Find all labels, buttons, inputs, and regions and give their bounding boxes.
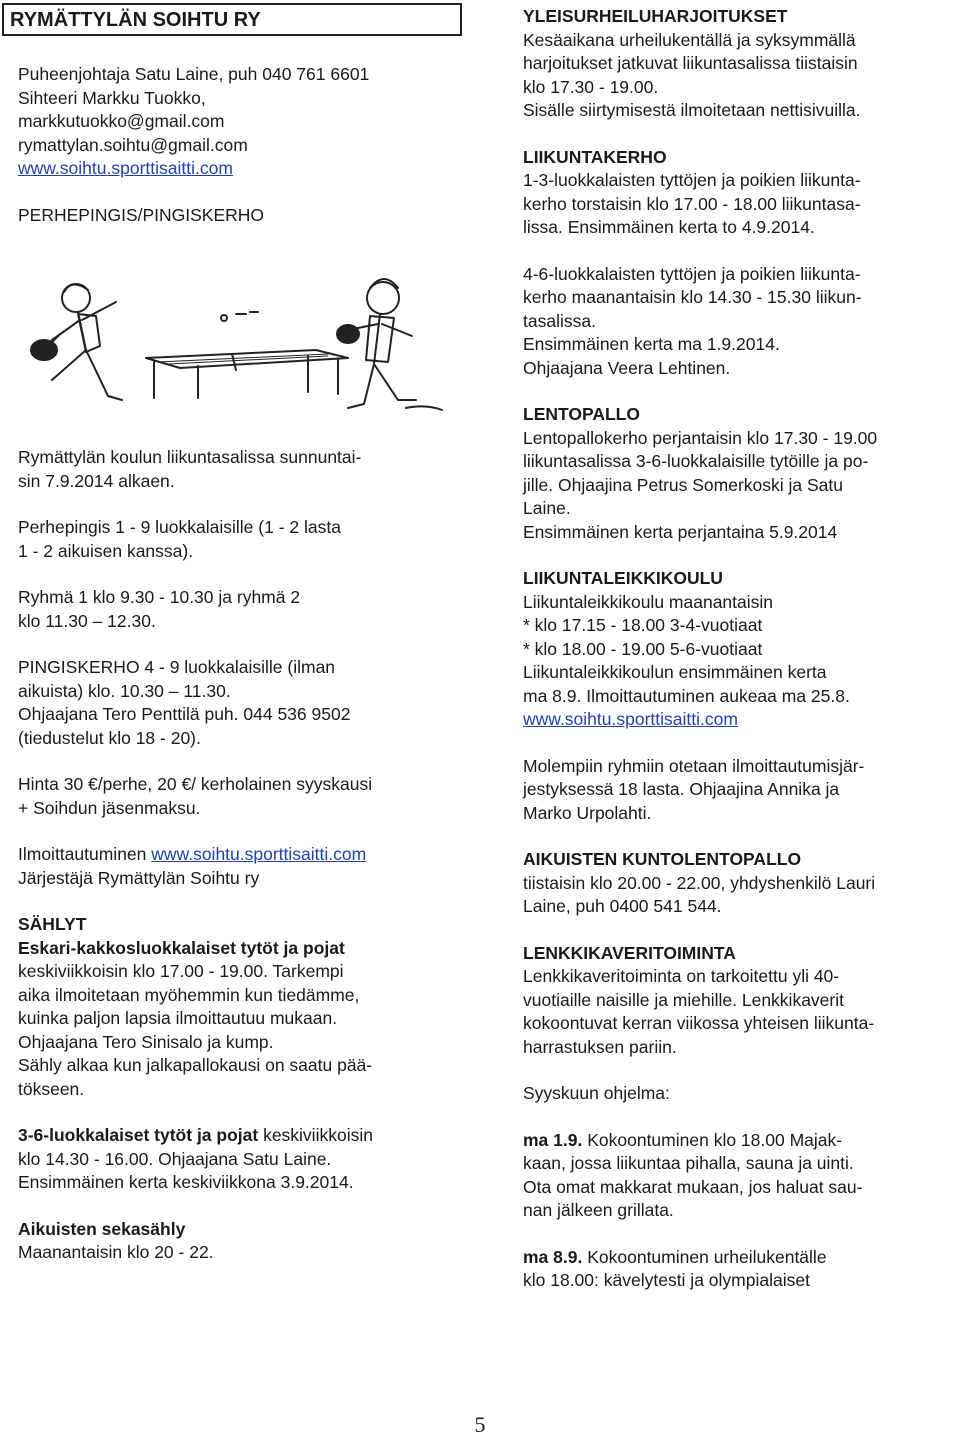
yleis-line-4: Sisälle siirtymisestä ilmoitetaan nettisivuilla. bbox=[523, 100, 861, 120]
contact-website-link[interactable]: www.soihtu.sporttisaitti.com bbox=[18, 158, 233, 178]
sahly36-line-2: klo 14.30 - 16.00. Ohjaajana Satu Laine. bbox=[18, 1148, 332, 1169]
liik-line-3: lissa. Ensimmäinen kerta to 4.9.2014. bbox=[523, 217, 815, 237]
liik-line-2: kerho torstaisin klo 17.00 - 18.00 liikuntasa- bbox=[523, 193, 861, 214]
liikuntakerho-heading: LIIKUNTAKERHO bbox=[523, 146, 667, 167]
groups-line-1: Ryhmä 1 klo 9.30 - 10.30 ja ryhmä 2 bbox=[18, 587, 301, 607]
perhepingis-heading: PERHEPINGIS/PINGISKERHO bbox=[18, 204, 265, 225]
lenkki-line-1: Lenkkikaveritoiminta on tarkoitettu yli 40- bbox=[523, 966, 840, 986]
sahlyt-line-5: Sähly alkaa kun jalkapallokausi on saatu pää- bbox=[18, 1055, 373, 1075]
contact-email-1: markkutuokko@gmail.com bbox=[18, 111, 225, 131]
pingiskerho-line-3: Ohjaajana Tero Penttilä puh. 044 536 9502 bbox=[18, 704, 351, 724]
aikuisten-heading: Aikuisten sekasähly bbox=[18, 1218, 186, 1239]
lento-line-5: Ensimmäinen kerta perjantaina 5.9.2014 bbox=[523, 521, 838, 542]
perhepingis-line-1: Perhepingis 1 - 9 luokkalaisille (1 - 2 lasta bbox=[18, 517, 341, 537]
ma19-line-4: nan jälkeen grillata. bbox=[523, 1200, 674, 1220]
leikki-line-4: Liikuntaleikkikoulun ensimmäinen kerta bbox=[523, 662, 827, 682]
sahlyt-line-3: kuinka paljon lapsia ilmoittautuu mukaan. bbox=[18, 1008, 338, 1028]
yleis-heading: YLEISURHEILUHARJOITUKSET bbox=[523, 6, 788, 26]
ma89-line-1 bbox=[523, 1246, 953, 1270]
molemmat-line-3: Marko Urpolahti. bbox=[523, 802, 652, 823]
leikki-line-1: Liikuntaleikkikoulu maanantaisin bbox=[523, 591, 774, 612]
liik-line-1: 1-3-luokkalaisten tyttöjen ja poikien liikunta- bbox=[523, 170, 861, 190]
sahlyt-line-4: Ohjaajana Tero Sinisalo ja kump. bbox=[18, 1031, 274, 1052]
ma19-date: ma 1.9. bbox=[523, 1129, 583, 1150]
lento-line-4: Laine. bbox=[523, 498, 571, 518]
ma89-rest: Kokoontuminen urheilukentälle bbox=[582, 1246, 827, 1267]
venue-line-2: sin 7.9.2014 alkaen. bbox=[18, 470, 175, 491]
price-line-2: + Soihdun jäsenmaksu. bbox=[18, 797, 201, 818]
ma19-line-1 bbox=[523, 1129, 953, 1153]
left-body bbox=[18, 446, 470, 1265]
molemmat-line-1: Molempiin ryhmiin otetaan ilmoittautumisjär- bbox=[523, 755, 865, 776]
club-title-box bbox=[2, 3, 462, 36]
leikkikoulu-heading: LIIKUNTALEIKKIKOULU bbox=[523, 568, 723, 588]
sahlyt-subheading: Eskari-kakkosluokkalaiset tytöt ja pojat bbox=[18, 937, 345, 958]
ma19-rest: Kokoontuminen klo 18.00 Majak- bbox=[582, 1129, 843, 1150]
sahlyt-line-1: keskiviikkoisin klo 17.00 - 19.00. Tarkempi bbox=[18, 961, 344, 981]
price-line-1: Hinta 30 €/perhe, 20 €/ kerholainen syyskausi bbox=[18, 774, 373, 794]
leikki-line-3: * klo 18.00 - 19.00 5-6-vuotiaat bbox=[523, 638, 763, 659]
lentopallo-heading: LENTOPALLO bbox=[523, 404, 640, 424]
sahly36-bold: 3-6-luokkalaiset tytöt ja pojat bbox=[18, 1125, 259, 1145]
groups-line-2: klo 11.30 – 12.30. bbox=[18, 610, 156, 631]
liik2-line-3: tasalissa. bbox=[523, 310, 596, 331]
registration-link[interactable]: www.soihtu.sporttisaitti.com bbox=[151, 844, 367, 864]
contact-block bbox=[18, 63, 470, 227]
ma19-line-3: Ota omat makkarat mukaan, jos haluat sau- bbox=[523, 1176, 863, 1197]
organizer-line: Järjestäjä Rymättylän Soihtu ry bbox=[18, 867, 260, 888]
lenkki-line-3: kokoontuvat kerran viikossa yhteisen liikunta- bbox=[523, 1013, 875, 1033]
kunto-line-2: Laine, puh 0400 541 544. bbox=[523, 896, 722, 916]
liik2-line-4: Ensimmäinen kerta ma 1.9.2014. bbox=[523, 334, 780, 354]
leikki-website-link[interactable]: www.soihtu.sporttisaitti.com bbox=[523, 709, 738, 729]
contact-secretary: Sihteeri Markku Tuokko, bbox=[18, 87, 206, 108]
leikki-line-5: ma 8.9. Ilmoittautuminen aukeaa ma 25.8. bbox=[523, 685, 850, 706]
ma89-line-2: klo 18.00: kävelytesti ja olympialaiset bbox=[523, 1270, 810, 1290]
sahly36-line-1 bbox=[18, 1124, 470, 1148]
right-body bbox=[523, 5, 953, 1293]
sahly36-line-3: Ensimmäinen kerta keskiviikkona 3.9.2014. bbox=[18, 1172, 354, 1192]
sahlyt-line-6: tökseen. bbox=[18, 1078, 85, 1099]
lento-line-2: liikuntasalissa 3-6-luokkalaisille tytöille ja po- bbox=[523, 451, 869, 471]
yleis-line-1: Kesäaikana urheilukentällä ja syksymmällä bbox=[523, 29, 856, 50]
kunto-line-1: tiistaisin klo 20.00 - 22.00, yhdyshenkilö Lauri bbox=[523, 872, 876, 893]
page-number: 5 bbox=[474, 1412, 486, 1437]
syyskuu-heading: Syyskuun ohjelma: bbox=[523, 1083, 670, 1103]
pingiskerho-line-1: PINGISKERHO 4 - 9 luokkalaisille (ilman bbox=[18, 657, 336, 677]
pingiskerho-line-4: (tiedustelut klo 18 - 20). bbox=[18, 727, 201, 748]
aikuisten-text: Maanantaisin klo 20 - 22. bbox=[18, 1242, 214, 1262]
lento-line-3: jille. Ohjaajina Petrus Somerkoski ja Satu bbox=[523, 474, 844, 495]
molemmat-line-2: jestyksessä 18 lasta. Ohjaajina Annika ja bbox=[523, 779, 840, 799]
ma19-line-2: kaan, jossa liikuntaa pihalla, sauna ja uinti. bbox=[523, 1153, 854, 1173]
perhepingis-line-2: 1 - 2 aikuisen kanssa). bbox=[18, 540, 194, 561]
yleis-line-2: harjoitukset jatkuvat liikuntasalissa tiistaisin bbox=[523, 53, 858, 73]
sahly36-rest: keskiviikkoisin bbox=[258, 1125, 373, 1145]
liik2-line-1: 4-6-luokkalaisten tyttöjen ja poikien liikunta- bbox=[523, 263, 861, 284]
club-title: RYMÄTTYLÄN SOIHTU RY bbox=[10, 9, 261, 31]
kuntolentopallo-heading: AIKUISTEN KUNTOLENTOPALLO bbox=[523, 849, 802, 869]
sahlyt-heading: SÄHLYT bbox=[18, 914, 87, 934]
table-tennis-illustration bbox=[18, 258, 470, 428]
venue-line-1: Rymättylän koulun liikuntasalissa sunnuntai- bbox=[18, 447, 362, 467]
lenkki-line-2: vuotiaille naisille ja miehille. Lenkkikaverit bbox=[523, 989, 844, 1010]
contact-chair: Puheenjohtaja Satu Laine, puh 040 761 6601 bbox=[18, 64, 370, 84]
lento-line-1: Lentopallokerho perjantaisin klo 17.30 - 19.00 bbox=[523, 427, 878, 448]
pingiskerho-line-2: aikuista) klo. 10.30 – 11.30. bbox=[18, 680, 231, 701]
contact-email-2: rymattylan.soihtu@gmail.com bbox=[18, 134, 248, 155]
registration-line bbox=[18, 843, 470, 867]
registration-label: Ilmoittautuminen bbox=[18, 844, 152, 864]
liik2-line-2: kerho maanantaisin klo 14.30 - 15.30 liikun- bbox=[523, 287, 862, 307]
sahlyt-line-2: aika ilmoitetaan myöhemmin kun tiedämme, bbox=[18, 984, 360, 1005]
leikki-line-2: * klo 17.15 - 18.00 3-4-vuotiaat bbox=[523, 615, 763, 635]
liik2-line-5: Ohjaajana Veera Lehtinen. bbox=[523, 357, 731, 378]
lenkkikaveri-heading: LENKKIKAVERITOIMINTA bbox=[523, 942, 736, 963]
yleis-line-3: klo 17.30 - 19.00. bbox=[523, 76, 659, 97]
lenkki-line-4: harrastuksen pariin. bbox=[523, 1036, 677, 1057]
ma89-date: ma 8.9. bbox=[523, 1246, 583, 1267]
